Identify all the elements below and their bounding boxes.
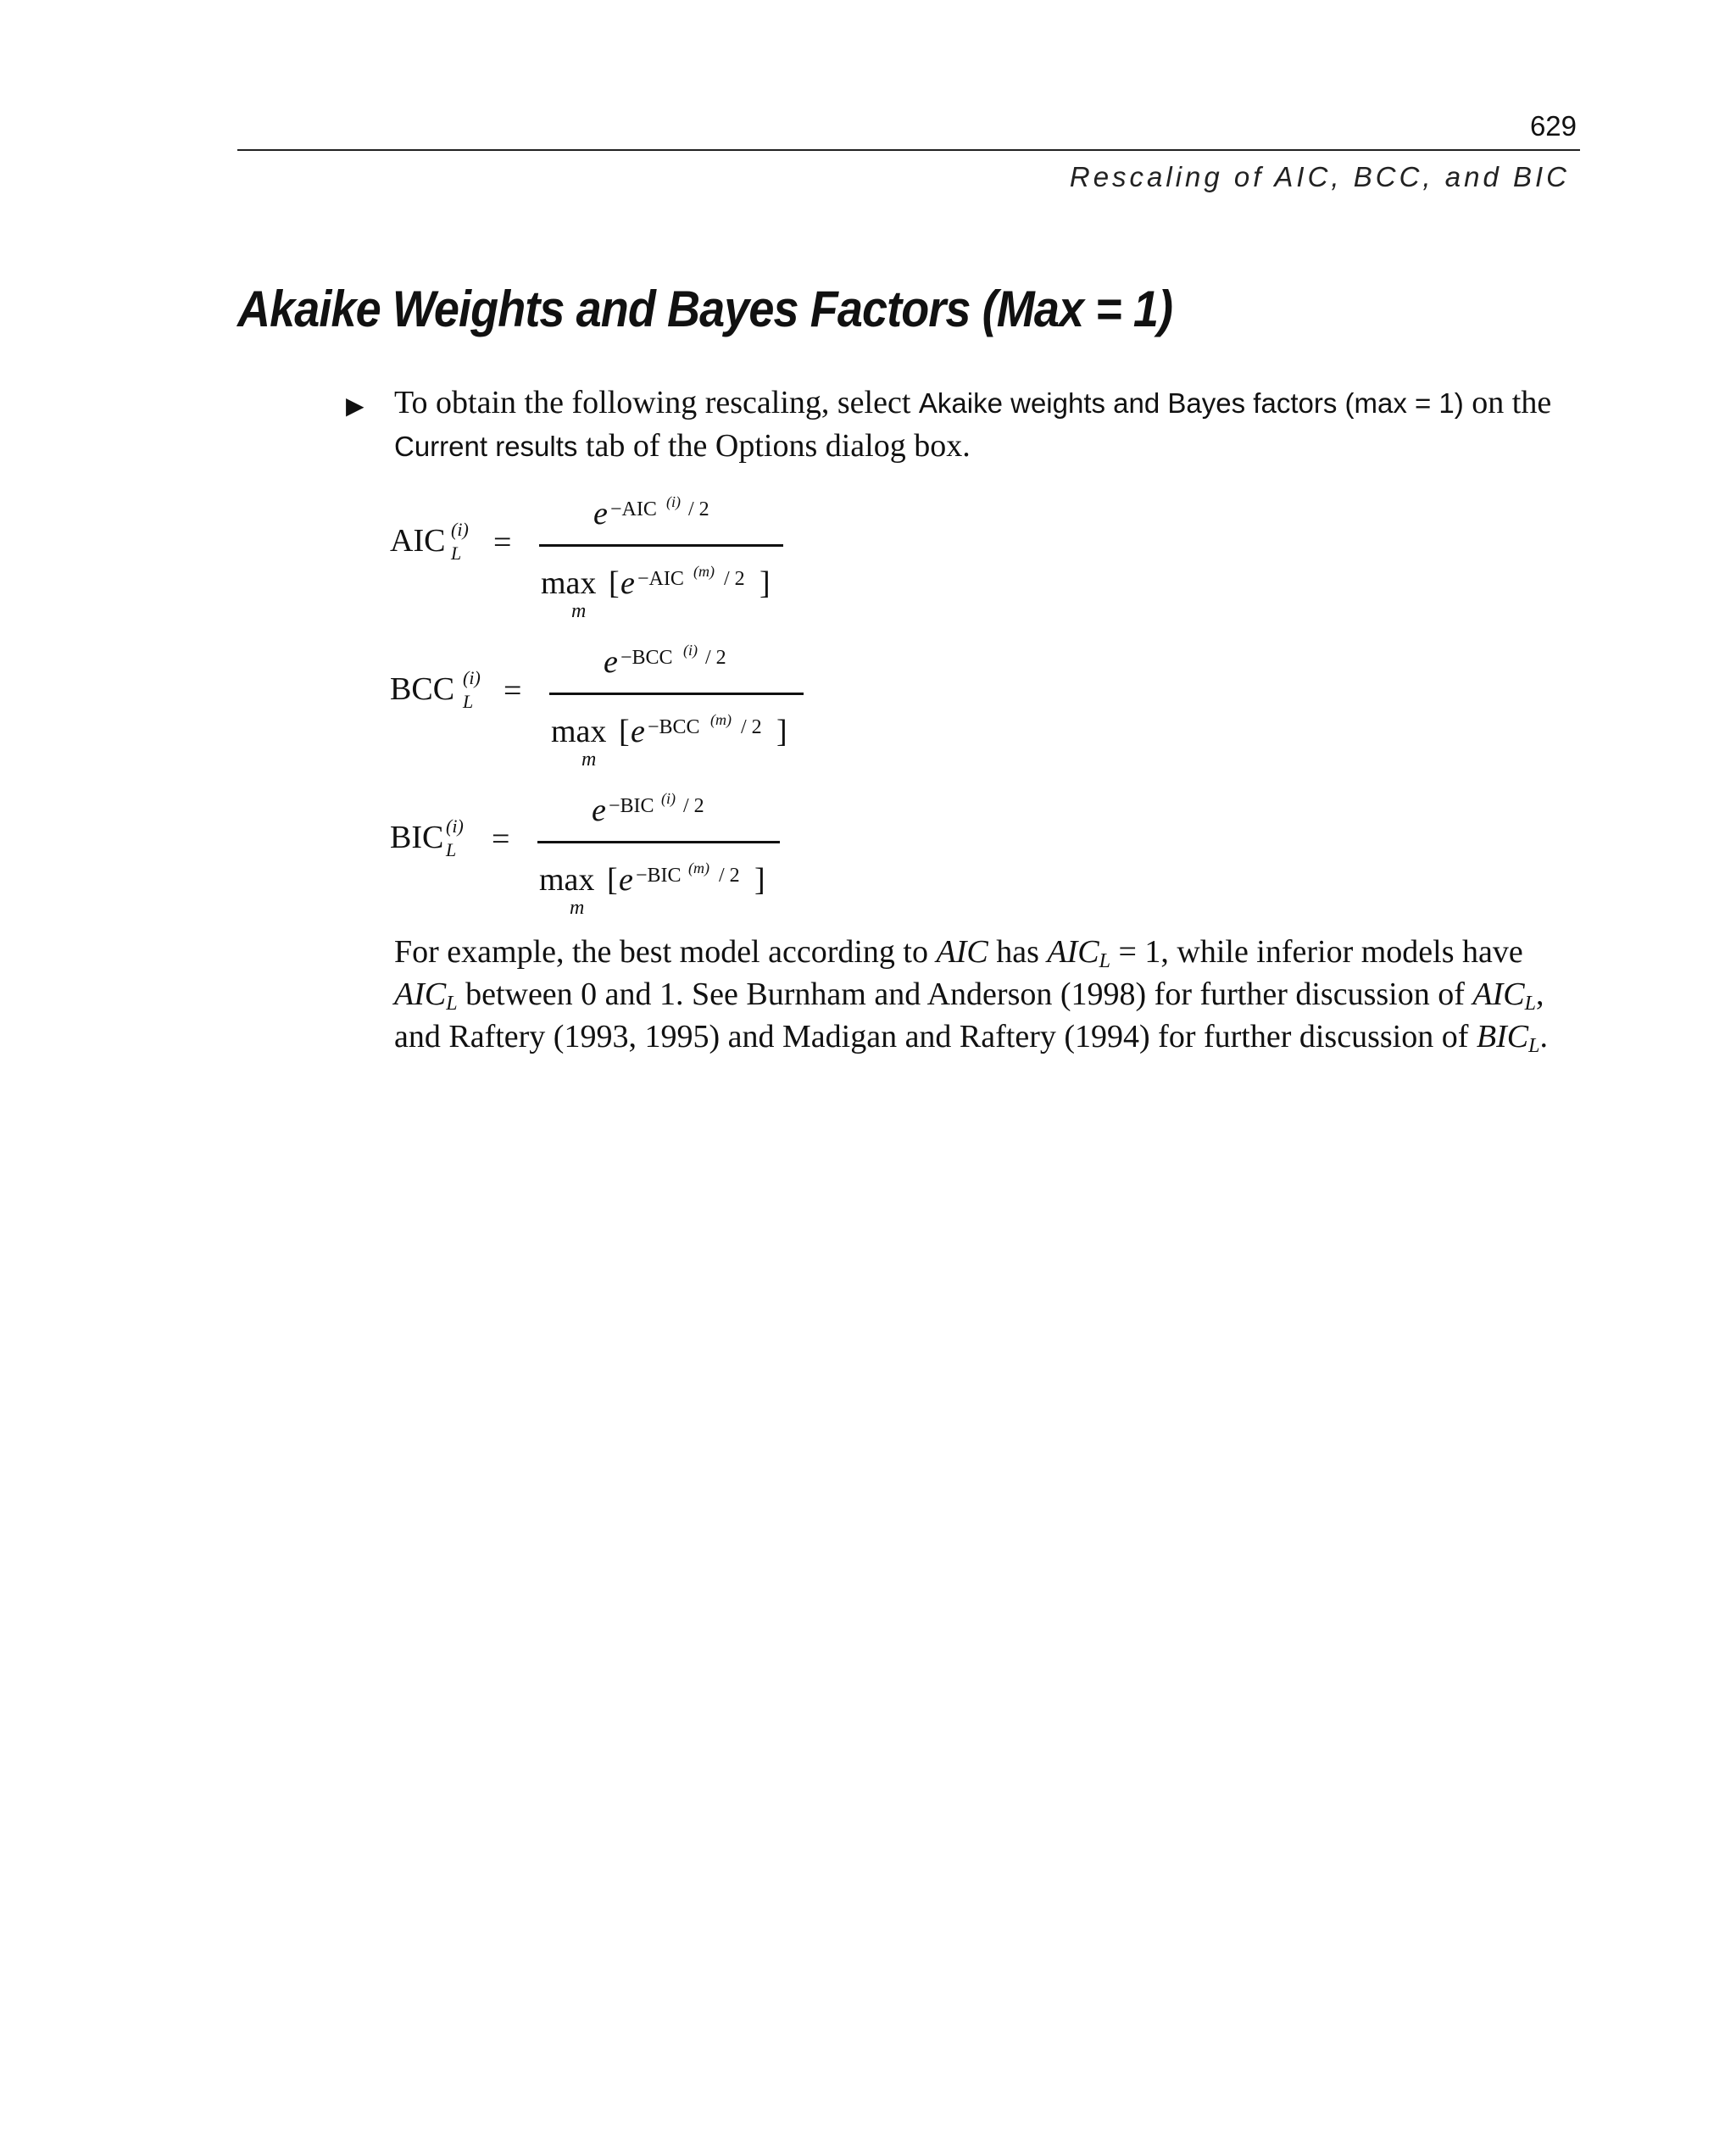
formula-bic-den-e: e xyxy=(619,862,633,898)
formula-bcc-lhs-sup: (i) xyxy=(463,667,481,688)
formula-bcc-den-e: e xyxy=(631,714,645,749)
formula-bcc-den-exp: −BCC xyxy=(648,716,700,738)
formula-aic-den-max-sub: m xyxy=(571,600,587,622)
formula-aic-lhs-sup: (i) xyxy=(451,519,469,540)
formula-bic-den-close: ] xyxy=(754,862,765,898)
formula-bcc-num-exp: −BCC xyxy=(620,647,673,669)
paragraph-text-6: . xyxy=(1539,1019,1548,1054)
formula-bic-lhs: BIC xyxy=(390,820,444,855)
ui-term-current-results: Current results xyxy=(394,431,578,462)
paragraph-text-1: For example, the best model according to xyxy=(394,934,937,970)
formula-aic-den-exp-sup: (m) xyxy=(693,563,715,580)
formula-bcc-fraction-bar xyxy=(549,693,804,695)
formula-aic-den-e: e xyxy=(620,565,635,601)
formula-aic-lhs-sub: L xyxy=(451,542,462,564)
math-bic-l: BIC xyxy=(1476,1019,1529,1054)
formula-bcc-lhs: BCC xyxy=(390,671,455,707)
instruction-text-2: on the xyxy=(1463,385,1552,420)
formula-bic-fraction-bar xyxy=(537,841,780,843)
formula-bic-den-max: max xyxy=(539,862,595,898)
formula-bic-num-e: e xyxy=(592,793,606,828)
math-aic-l-sub: L xyxy=(1524,993,1536,1015)
formula-bic-den-open: [ xyxy=(607,862,618,898)
formula-aic-den-open: [ xyxy=(609,565,620,601)
formula-bcc-num-exp-sup: (i) xyxy=(683,642,698,659)
page-number: 629 xyxy=(1529,110,1577,142)
math-aic: AIC xyxy=(936,934,988,970)
formula-aic-equals: = xyxy=(493,525,512,560)
paragraph-text-2: has xyxy=(988,934,1048,970)
formula-bic-num-exp-sup: (i) xyxy=(661,790,676,807)
formula-aic-num-exp-sup: (i) xyxy=(666,493,681,510)
formula-bcc-den-exp-tail: / 2 xyxy=(741,716,762,738)
formula-bic-den-exp-tail: / 2 xyxy=(719,865,740,887)
formula-bic-num-exp: −BIC xyxy=(609,795,654,817)
formula-aic-num-exp-tail: / 2 xyxy=(688,498,709,520)
formula-bcc-equals: = xyxy=(504,673,522,709)
instruction-text xyxy=(394,381,1581,468)
paragraph-text-3: = 1, while inferior models have xyxy=(1110,934,1523,970)
formula-bcc-den-exp-sup: (m) xyxy=(710,711,732,728)
formula-bcc xyxy=(390,642,804,771)
formula-bic-den-exp: −BIC xyxy=(636,865,682,887)
formula-bic-den-max-sub: m xyxy=(570,897,585,919)
math-aic-l-sub: L xyxy=(1099,950,1110,972)
formula-bic-lhs-sub: L xyxy=(446,839,457,860)
formula-aic-den-max: max xyxy=(541,565,597,601)
formula-aic-fraction-bar xyxy=(539,544,783,547)
math-aic-l: AIC xyxy=(1047,934,1099,970)
formula-aic xyxy=(390,493,783,622)
formula-bic xyxy=(390,790,780,919)
math-aic-l: AIC xyxy=(1472,976,1525,1012)
section-title: Akaike Weights and Bayes Factors (Max = 1) xyxy=(237,281,1173,337)
formula-bcc-den-max-sub: m xyxy=(581,748,597,771)
bullet-arrow-icon: ▶ xyxy=(346,392,364,420)
ui-term-akaike-weights: Akaike weights and Bayes factors (max = 1) xyxy=(918,387,1464,419)
math-aic-l-sub: L xyxy=(446,993,458,1015)
formula-bic-equals: = xyxy=(492,821,510,857)
formula-bcc-den-max: max xyxy=(551,714,607,749)
instruction-text-3: tab of the Options dialog box. xyxy=(577,428,971,464)
formula-block xyxy=(373,492,882,932)
formula-aic-num-exp: −AIC xyxy=(610,498,657,520)
math-bic-l-sub: L xyxy=(1528,1035,1540,1057)
paragraph-text-5: , and Raftery (1993, 1995) and Madigan and Raftery (1994) for further discussion of xyxy=(394,976,1544,1054)
formula-aic-den-exp: −AIC xyxy=(637,568,684,590)
formula-bcc-den-close: ] xyxy=(776,714,787,749)
running-head: Rescaling of AIC, BCC, and BIC xyxy=(1069,161,1570,192)
paragraph-text-4: between 0 and 1. See Burnham and Anderson (1998) for further discussion of xyxy=(457,976,1473,1012)
instruction-text-1: To obtain the following rescaling, select xyxy=(394,385,919,420)
math-aic-l: AIC xyxy=(394,976,447,1012)
formula-bcc-num-exp-tail: / 2 xyxy=(705,647,726,669)
formula-bcc-den-open: [ xyxy=(619,714,630,749)
header-rule xyxy=(237,149,1580,151)
formula-bic-den-exp-sup: (m) xyxy=(688,860,709,876)
formula-bcc-num-e: e xyxy=(604,644,618,680)
formula-bic-lhs-sup: (i) xyxy=(446,815,464,837)
formula-aic-lhs: AIC xyxy=(390,523,446,559)
formula-aic-den-close: ] xyxy=(760,565,771,601)
formula-aic-den-exp-tail: / 2 xyxy=(724,568,745,590)
body-paragraph xyxy=(394,931,1581,1058)
formula-bic-num-exp-tail: / 2 xyxy=(683,795,704,817)
formula-aic-num-e: e xyxy=(593,496,608,531)
formula-bcc-lhs-sub: L xyxy=(463,691,474,712)
